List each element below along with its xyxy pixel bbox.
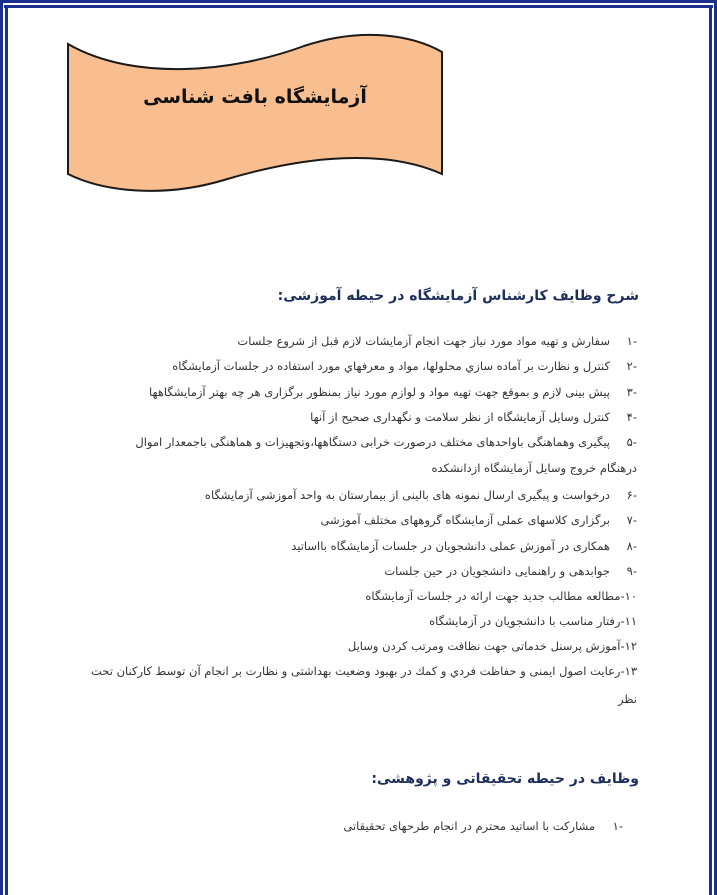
item-text: سفارش و تهیه مواد مورد نیاز جهت انجام آزمایشات لازم قبل از شروع جلسات [237, 334, 610, 348]
item-text: کنترل وسایل آزمایشگاه از نظر سلامت و نگهداری صحیح از آنها [310, 410, 610, 424]
item-text: ۱۳-رعایت اصول ایمنی و حفاظت فردي و کمك در بهبود وضعیت بهداشتی و نظارت بر انجام آن توسط کارکنان تحت [91, 664, 637, 678]
item-number: -۳ [626, 385, 637, 399]
item-number: -۱ [626, 334, 637, 348]
item-text-continuation: نظر [618, 692, 637, 706]
item-text: همکاری در آموزش عملی دانشجویان در جلسات آزمایشگاه بااساتید [291, 539, 610, 553]
item-text: پیش بینی لازم و بموقع جهت تهیه مواد و لوازم مورد نیاز بمنظور برگزاری هر چه بهتر آزمایشگاهها [149, 385, 610, 399]
banner-title: آزمایشگاه بافت شناسی [143, 86, 367, 108]
item-text: کنترل و نظارت بر آماده سازي محلولها، مواد و معرفهاي مورد استفاده در جلسات آزمایشگاه [172, 359, 610, 373]
title-banner [64, 32, 446, 194]
section-heading-research: وظایف در حیطه تحقیقاتی و پژوهشی: [371, 771, 639, 787]
item-number: -۹ [626, 564, 637, 578]
item-number: -۶ [626, 488, 637, 502]
item-text: برگزاری کلاسهای عملی آزمایشگاه گروههای مختلف آموزشی [320, 513, 610, 527]
item-text: پیگیری وهماهنگی باواحدهای مختلف درصورت خرابی دستگاهها،وتجهیزات و هماهنگی باجمعدار اموال [135, 435, 610, 449]
item-number: -۴ [626, 410, 637, 424]
item-number: -۵ [626, 435, 637, 449]
item-text: درخواست و پیگیری ارسال نمونه های بالینی از بیمارستان به واحد آموزشی آزمایشگاه [204, 488, 610, 502]
item-text: جوابدهی و راهنمایی دانشجویان در حین جلسات [384, 564, 610, 578]
item-text-continuation: درهنگام خروج وسایل آزمایشگاه ازدانشکده [431, 461, 637, 475]
item-text: ۱۲-آموزش پرسنل خدماتی جهت نظافت ومرتب کردن وسایل [347, 639, 637, 653]
item-text: ۱۱-رفتار مناسب با دانشجویان در آزمایشگاه [429, 614, 637, 628]
item-number: -۸ [626, 539, 637, 553]
item-number: -۱ [612, 819, 623, 833]
item-text: ۱۰-مطالعه مطالب جدید جهت ارائه در جلسات آزمایشگاه [365, 589, 637, 603]
section-heading-educational: شرح وظایف کارشناس آزمایشگاه در حیطه آموزشی: [277, 288, 639, 304]
item-text: مشارکت با اساتید محترم در انجام طرحهای تحقیقاتی [343, 819, 595, 833]
item-number: -۷ [626, 513, 637, 527]
item-number: -۲ [626, 359, 637, 373]
